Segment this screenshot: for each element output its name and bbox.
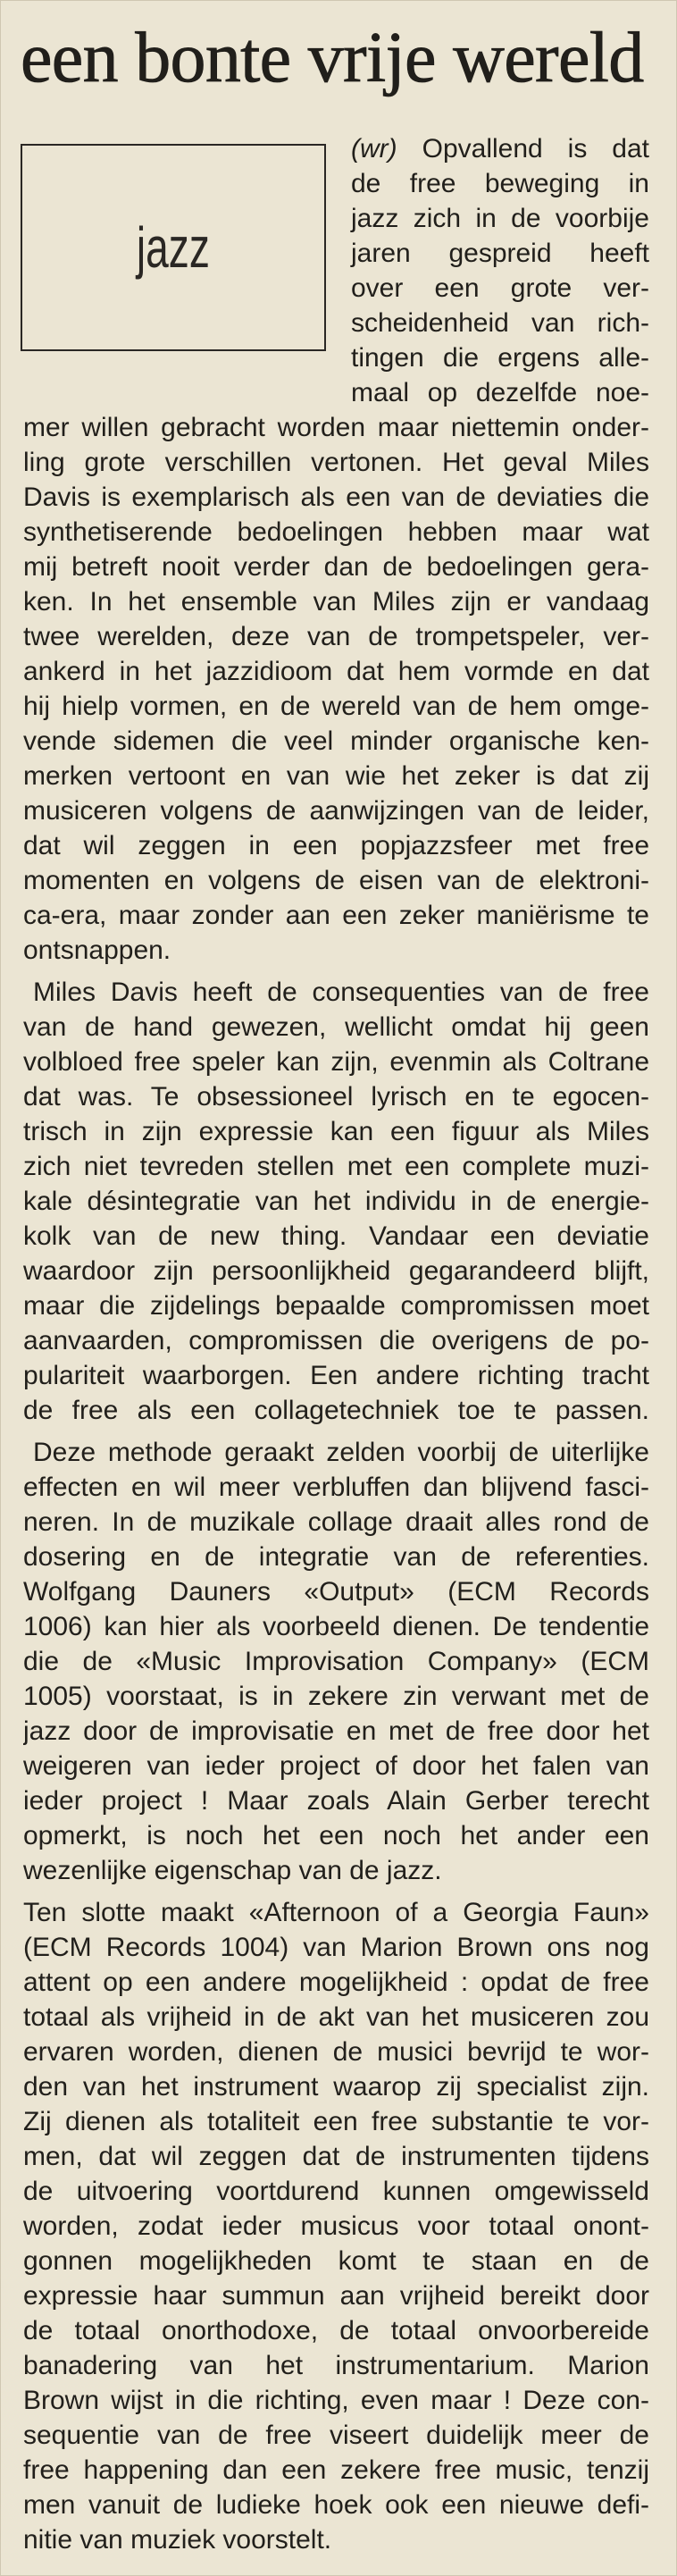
text-line: 1005) voorstaat, is in zekere zin verwant met de <box>23 1682 649 1711</box>
text-line: Ten slotte maakt «Afternoon of a Georgia Faun» <box>23 1898 649 1927</box>
byline: (wr) <box>351 134 397 164</box>
text-line: ervaren worden, dienen de musici bevrijd te wor- <box>23 2037 649 2067</box>
text-line: zich niet tevreden stellen met een complete muzi- <box>23 1152 649 1181</box>
text-line: de totaal onorthodoxe, de totaal onvoorbereide <box>23 2316 649 2345</box>
text-line: worden, zodat ieder musicus voor totaal onont- <box>23 2211 649 2241</box>
text-line: men, dat wil zeggen dat de instrumenten tijdens <box>23 2142 649 2171</box>
text-line: jazz zich in de voorbije <box>351 204 649 233</box>
text-line-content: Opvallend is dat <box>422 134 649 164</box>
text-line: aanvaarden, compromissen die overigens de po- <box>23 1326 649 1355</box>
text-line: nitie van muziek voorstelt. <box>23 2525 332 2555</box>
text-line: totaal als vrijheid in de akt van het musiceren zou <box>23 2002 649 2032</box>
text-line: Zij dienen als totaliteit een free substantie te vor- <box>23 2107 649 2136</box>
text-line: de free als een collagetechniek toe te passen. <box>23 1396 649 1425</box>
text-line: vende sidemen die veel minder organische ken- <box>23 726 649 756</box>
text-line: mij betreft nooit verder dan de bedoelingen gera- <box>23 552 649 582</box>
text-line: de free beweging in <box>351 169 649 198</box>
text-line: neren. In de muzikale collage draait alles rond de <box>23 1507 649 1537</box>
text-line: waardoor zijn persoonlijkheid gegarandeerd blijft, <box>23 1256 649 1286</box>
text-line: jazz door de improvisatie en met de free door het <box>23 1716 649 1746</box>
text-line: expressie haar summun aan vrijheid bereikt door <box>23 2281 649 2311</box>
text-line: dat wil zeggen in een popjazzsfeer met free <box>23 831 649 860</box>
text-line: ontsnappen. <box>23 936 171 965</box>
text-line: attent op een andere mogelijkheid : opdat de free <box>23 1968 649 1997</box>
text-line: maal op dezelfde noe- <box>351 378 649 407</box>
text-line: de uitvoering voortdurend kunnen omgewisseld <box>23 2177 649 2206</box>
text-line <box>23 131 649 166</box>
text-line: kale désintegratie van het individu in de energie- <box>23 1187 649 1216</box>
text-line: wezenlijke eigenschap van de jazz. <box>23 1856 442 1885</box>
paragraph <box>23 1895 649 2557</box>
paragraph <box>23 1435 649 1888</box>
text-line: ling grote verschillen vertonen. Het geval Miles <box>23 448 649 477</box>
text-line: maar die zijdelings bepaalde compromissen moet <box>23 1291 649 1321</box>
text-line: free happening dan een zekere free music, tenzij <box>23 2455 649 2485</box>
text-line: mer willen gebracht worden maar niettemin onder- <box>23 413 649 442</box>
rubric-label: jazz <box>137 215 210 280</box>
text-line: hij hielp vormen, en de wereld van de hem omge- <box>23 692 649 721</box>
text-line: ca-era, maar zonder aan een zeker maniërisme te <box>23 901 649 930</box>
text-line: den van het instrument waarop zij specialist zijn. <box>23 2072 649 2102</box>
text-line: kolk van de new thing. Vandaar een deviatie <box>23 1221 649 1251</box>
text-line: ieder project ! Maar zoals Alain Gerber terecht <box>23 1786 649 1816</box>
text-line: 1006) kan hier als voorbeeld dienen. De tendentie <box>23 1612 649 1641</box>
text-line: (ECM Records 1004) van Marion Brown ons nog <box>23 1933 649 1962</box>
text-line: die de «Music Improvisation Company» (ECM <box>23 1647 649 1676</box>
text-line: musiceren volgens de aanwijzingen van de leider, <box>23 796 649 826</box>
text-line: tingen die ergens alle- <box>351 343 649 373</box>
text-line: Brown wijst in die richting, even maar ! Deze con- <box>23 2386 649 2415</box>
text-line: Miles Davis heeft de consequenties van de free <box>33 978 649 1007</box>
text-line: scheidenheid van rich- <box>351 308 649 338</box>
text-line: trisch in zijn expressie kan een figuur als Miles <box>23 1117 649 1146</box>
article-body <box>23 131 649 2557</box>
text-line: jaren gespreid heeft <box>351 239 649 268</box>
text-line: ankerd in het jazzidioom dat hem vormde en dat <box>23 657 649 686</box>
text-line: Wolfgang Dauners «Output» (ECM Records <box>23 1577 649 1607</box>
text-line: momenten en volgens de eisen van de elektroni- <box>23 866 649 895</box>
text-line: dat was. Te obsessioneel lyrisch en te egocen- <box>23 1082 649 1112</box>
paragraph <box>23 975 649 1428</box>
text-line: van de hand gewezen, wellicht omdat hij geen <box>23 1012 649 1042</box>
text-line: opmerkt, is noch het een noch het ander een <box>23 1821 649 1850</box>
text-line: over een grote ver- <box>351 273 649 303</box>
text-line: weigeren van ieder project of door het falen van <box>23 1751 649 1781</box>
paragraph <box>23 131 649 968</box>
text-line: banadering van het instrumentarium. Marion <box>23 2351 649 2380</box>
text-line: dosering en de integratie van de referenties. <box>23 1542 649 1572</box>
text-line: Davis is exemplarisch als een van de deviaties die <box>23 482 649 512</box>
text-line: ken. In het ensemble van Miles zijn er vandaag <box>23 587 649 617</box>
text-line: volbloed free speler kan zijn, evenmin als Coltrane <box>23 1047 649 1077</box>
text-line: gonnen mogelijkheden komt te staan en de <box>23 2246 649 2276</box>
text-line: sequentie van de free viseert duidelijk meer de <box>23 2421 649 2450</box>
text-line: Deze methode geraakt zelden voorbij de uiterlijke <box>33 1438 649 1467</box>
text-line: effecten en wil meer verbluffen dan blijvend fasci- <box>23 1473 649 1502</box>
text-line: pulariteit waarborgen. Een andere richting tracht <box>23 1361 649 1390</box>
headline: een bonte vrije wereld <box>21 19 644 97</box>
text-line: men vanuit de ludieke hoek ook een nieuwe defi- <box>23 2490 649 2520</box>
text-line: synthetiserende bedoelingen hebben maar wat <box>23 517 649 547</box>
text-line: twee werelden, deze van de trompetspeler, ver- <box>23 622 649 651</box>
text-line: merken vertoont en van wie het zeker is dat zij <box>23 761 649 791</box>
